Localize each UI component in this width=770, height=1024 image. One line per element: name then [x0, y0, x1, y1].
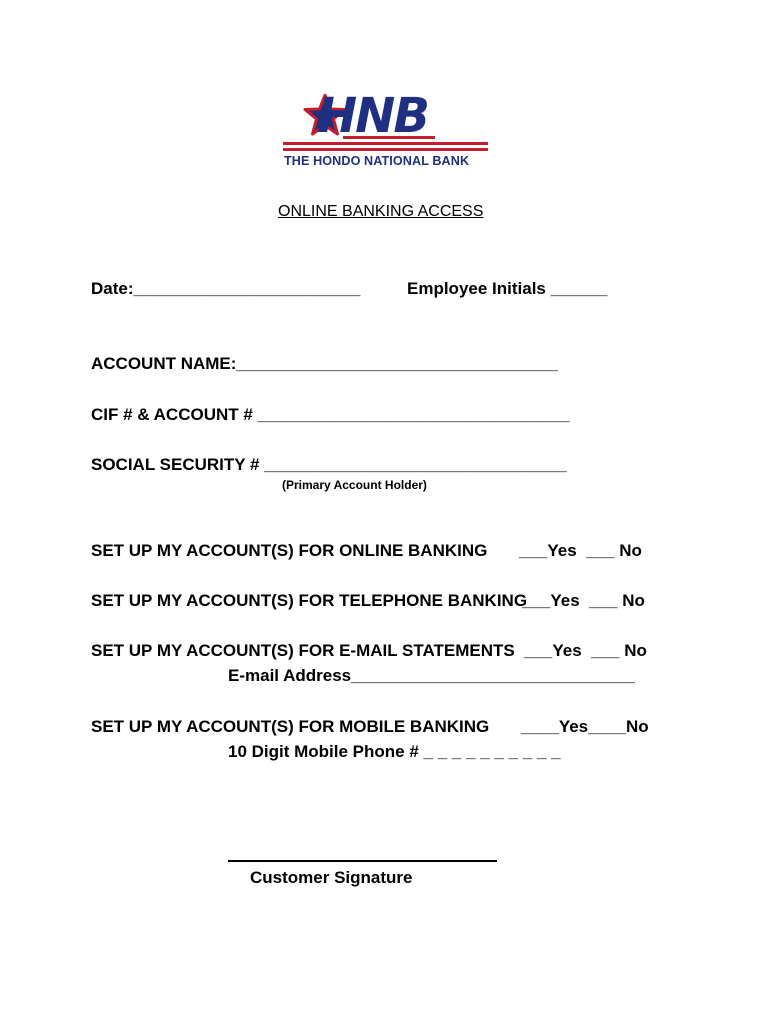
cif-account-field[interactable]: CIF # & ACCOUNT # _________________________________: [91, 405, 570, 424]
logo-stripe: [283, 148, 488, 151]
email-statements-options[interactable]: ___Yes ___ No: [524, 641, 647, 660]
social-security-field[interactable]: SOCIAL SECURITY # ________________________________: [91, 455, 567, 474]
bank-name: THE HONDO NATIONAL BANK: [284, 154, 470, 168]
employee-initials-field[interactable]: Employee Initials ______: [407, 279, 608, 298]
telephone-banking-label: SET UP MY ACCOUNT(S) FOR TELEPHONE BANKING: [91, 591, 528, 610]
signature-line[interactable]: [228, 860, 497, 862]
telephone-banking-options[interactable]: ___Yes ___ No: [522, 591, 645, 610]
date-field[interactable]: Date:________________________: [91, 279, 361, 298]
email-statements-label: SET UP MY ACCOUNT(S) FOR E-MAIL STATEMENTS: [91, 641, 515, 660]
ssn-note: (Primary Account Holder): [282, 478, 427, 492]
hnb-logo: [283, 88, 488, 172]
mobile-banking-options[interactable]: ____Yes____No: [521, 717, 649, 736]
form-title: ONLINE BANKING ACCESS: [278, 203, 484, 220]
mobile-phone-field[interactable]: 10 Digit Mobile Phone # _ _ _ _ _ _ _ _ _ _: [228, 742, 561, 761]
logo-mark: HNB: [317, 88, 428, 144]
online-banking-label: SET UP MY ACCOUNT(S) FOR ONLINE BANKING: [91, 541, 488, 560]
online-banking-options[interactable]: ___Yes ___ No: [519, 541, 642, 560]
email-address-field[interactable]: E-mail Address______________________________: [228, 666, 635, 685]
mobile-banking-label: SET UP MY ACCOUNT(S) FOR MOBILE BANKING: [91, 717, 490, 736]
account-name-field[interactable]: ACCOUNT NAME:__________________________________: [91, 354, 558, 373]
signature-label: Customer Signature: [250, 868, 413, 887]
